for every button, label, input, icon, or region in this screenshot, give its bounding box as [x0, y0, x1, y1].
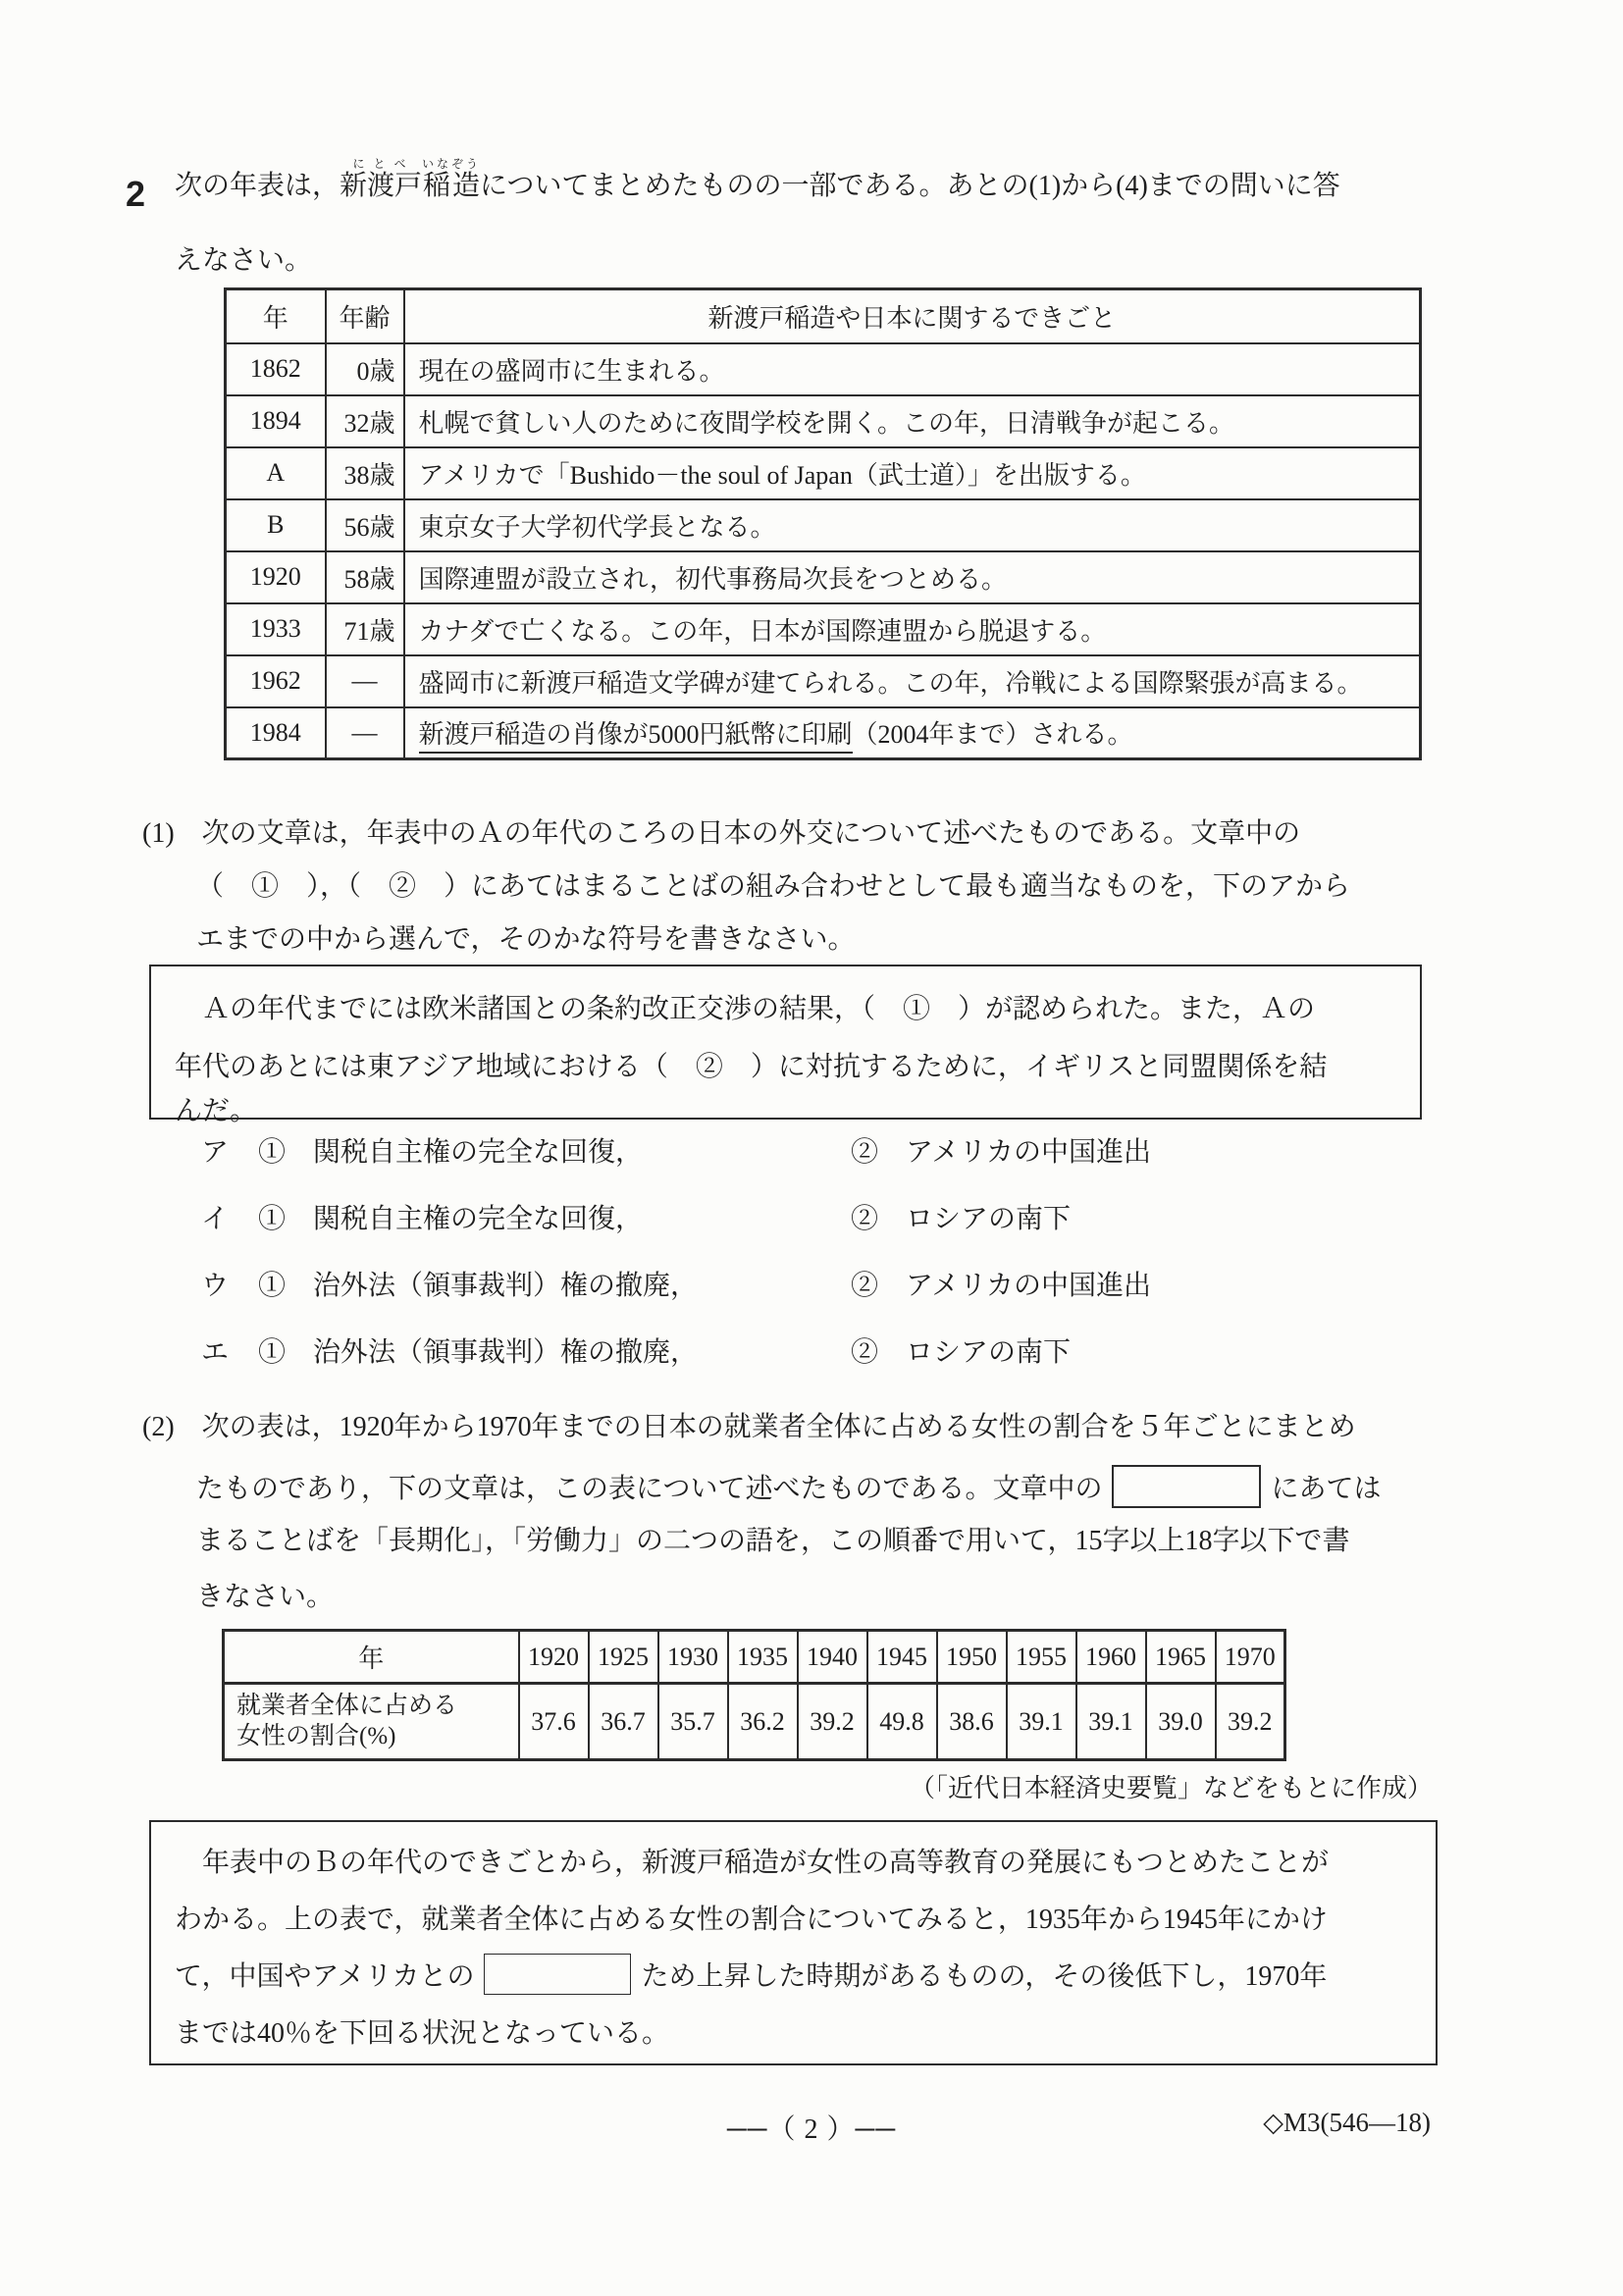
q1-statement-box	[149, 965, 1422, 1126]
option-first: ① 関税自主権の完全な回復，	[258, 1204, 644, 1234]
q2-line3: まることばを「長期化」，「労働力」の二つの語を，この順番で用いて，15字以上18字以下で書	[196, 1526, 1350, 1556]
option-u	[201, 1264, 1428, 1331]
ruby-inazo: 稲造いなぞう	[422, 157, 482, 201]
footer-page-number: ──（ 2 ）──	[726, 2114, 897, 2145]
q1-label: (1)	[142, 818, 175, 849]
timeline-row: 1962 — 盛岡市に新渡戸稲造文学碑が建てられる。この年，冷戦による国際緊張が高まる。	[226, 655, 1421, 707]
option-second: ② ロシアの南下	[851, 1337, 1072, 1368]
option-first: ① 治外法（領事裁判）権の撤廃，	[258, 1271, 699, 1301]
q2-statement-box	[149, 1820, 1438, 2065]
timeline-event-1984: 新渡戸稲造の肖像が5000円紙幣に印刷（2004年まで）される。	[404, 707, 1421, 759]
footer-document-code: ◇M3(546—18)	[1263, 2108, 1431, 2137]
timeline-row: 1862 0歳 現在の盛岡市に生まれる。	[226, 343, 1421, 395]
q2-box-line2: わかる。上の表で，就業者全体に占める女性の割合についてみると，1935年から1945年にかけ	[175, 1905, 1328, 1935]
timeline-row: 1894 32歳 札幌で貧しい人のために夜間学校を開く。この年，日清戦争が起こる。	[226, 395, 1421, 447]
option-kana: ア	[201, 1137, 230, 1168]
option-first: ① 治外法（領事裁判）権の撤廃，	[258, 1337, 699, 1368]
option-kana: エ	[201, 1337, 230, 1368]
q1-line1: (1) 次の文章は，年表中のＡの年代のころの日本の外交について述べたものである。文章中の	[142, 818, 1301, 849]
timeline-table	[224, 287, 1422, 760]
problem-number: 2	[126, 174, 146, 214]
timeline-row: 1933 71歳 カナダで亡くなる。この年，日本が国際連盟から脱退する。	[226, 603, 1421, 655]
option-a	[201, 1130, 1428, 1197]
timeline-header-row	[226, 289, 1421, 343]
option-second: ② アメリカの中国進出	[851, 1137, 1152, 1168]
problem-intro-line2: えなさい。	[175, 245, 313, 276]
q1-options	[201, 1130, 1428, 1397]
timeline-row: B 56歳 東京女子大学初代学長となる。	[226, 499, 1421, 551]
q2-line4: きなさい。	[196, 1582, 335, 1612]
q2-line2: たものであり，下の文章は，この表について述べたものである。文章中の にあては	[196, 1461, 1381, 1512]
table-source-attribution: （「近代日本経済史要覧」などをもとに作成）	[909, 1774, 1433, 1802]
timeline-header-age: 年齢	[326, 289, 404, 343]
timeline-row: A 38歳 アメリカで「Bushido－the soul of Japan（武士道）」を出版する。	[226, 447, 1421, 499]
q1-box-line3: んだ。	[175, 1096, 258, 1126]
furigana-nitobe: に と べ	[340, 157, 423, 171]
underlined-text: 新渡戸稲造の肖像が5000円紙幣に印刷	[419, 720, 853, 754]
q1-line3: エまでの中から選んで，そのかな符号を書きなさい。	[196, 924, 856, 955]
q1-box-line1: Ａの年代までには欧米諸国との条約改正交渉の結果，（ ① ）が認められた。また，Ａの	[175, 994, 1316, 1024]
option-second: ② アメリカの中国進出	[851, 1271, 1152, 1301]
intro-rest: についてまとめたものの一部である。あとの(1)から(4)までの問いに答	[480, 171, 1340, 201]
timeline-row: 1920 58歳 国際連盟が設立され，初代事務局次長をつとめる。	[226, 551, 1421, 603]
q2-box-line3: て，中国やアメリカとの ため上昇した時期があるものの，その後低下し，1970年	[151, 1946, 1436, 2003]
q2-box-line4: までは40％を下回る状況となっている。	[175, 2018, 670, 2049]
answer-blank-box	[1112, 1465, 1261, 1508]
employment-row-label: 就業者全体に占める 女性の割合(%)	[224, 1684, 519, 1760]
option-kana: ウ	[201, 1271, 230, 1301]
q2-box-line1: 年表中のＢの年代のできごとから，新渡戸稲造が女性の高等教育の発展にもつとめたことが	[175, 1848, 1330, 1878]
timeline-header-year: 年	[226, 289, 326, 343]
q1-box-line2: 年代のあとには東アジア地域における（ ② ）に対抗するために，イギリスと同盟関係を結	[175, 1052, 1328, 1082]
problem-intro-line1	[175, 157, 1340, 204]
employment-header-row: 年 1920 1925 1930 1935 1940 1945 1950 1955 1960 1965 1970	[224, 1631, 1285, 1684]
option-first: ① 関税自主権の完全な回復，	[258, 1137, 644, 1168]
timeline-header-event: 新渡戸稲造や日本に関するできごと	[404, 289, 1421, 343]
option-kana: イ	[201, 1204, 230, 1234]
intro-pre: 次の年表は，	[175, 171, 340, 201]
q2-line1: (2) 次の表は，1920年から1970年までの日本の就業者全体に占める女性の割合を５年ごとにまとめ	[142, 1412, 1356, 1442]
option-e	[201, 1331, 1428, 1397]
q1-line2: （ ① ），（ ② ）にあてはまることばの組み合わせとして最も適当なものを，下のアから	[196, 871, 1351, 902]
ruby-nitobe: 新渡戸に と べ	[340, 157, 423, 201]
answer-blank-box	[484, 1954, 631, 1995]
option-second: ② ロシアの南下	[851, 1204, 1072, 1234]
q2-label: (2)	[142, 1412, 175, 1442]
furigana-inazo: いなぞう	[422, 157, 482, 171]
option-i	[201, 1197, 1428, 1264]
employment-data-row: 就業者全体に占める 女性の割合(%) 37.6 36.7 35.7 36.2 39.2 49.8 38.6 39.1 39.1 39.0 39.2	[224, 1684, 1285, 1760]
employment-table	[222, 1629, 1286, 1761]
employment-col-header: 年	[224, 1631, 519, 1684]
timeline-row: 1984 — 新渡戸稲造の肖像が5000円紙幣に印刷（2004年まで）される。	[226, 707, 1421, 759]
